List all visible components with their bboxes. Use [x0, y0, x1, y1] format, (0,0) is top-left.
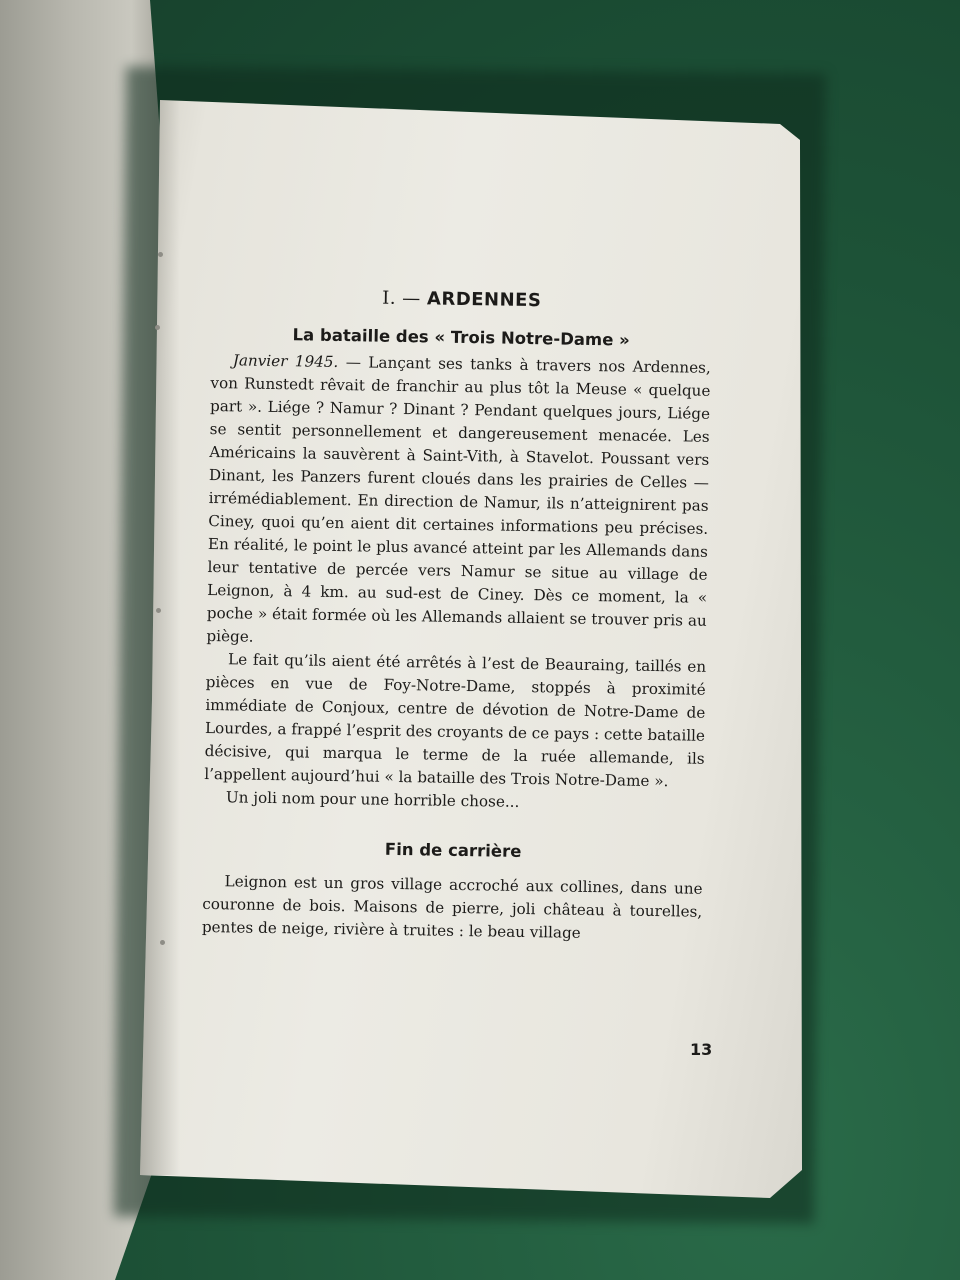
binding-hole [160, 940, 165, 945]
page-number: 13 [690, 1040, 713, 1059]
chapter-name: ARDENNES [426, 288, 542, 312]
paragraph-date: Janvier 1945. [232, 351, 339, 371]
paragraph: Le fait qu’ils aient été arrêtés à l’est de Beauraing, taillés en pièces en vue de Foy-Notre-Dame, stoppés à proximité immédiate de Conjoux, centre de dévotion de Notre-Dame de Lourdes, a frappé l’esprit des croyants de ce pays : cette bataille décisive, qui marqua le terme de la ruée allemande, ils l’appellent aujourd’hui « la bataille des Trois Notre-Dame ». [204, 650, 707, 791]
paragraph-text: — Lançant ses tanks à travers nos Ardennes, von Runstedt rêvait de franchir au plus tôt la Meuse « quelque part ». Liége ? Namur ? Dinant ? Pendant quelques jours, Liége se sentit personnellement et dangereusement menacée. Les Américains la sauvèrent à Saint-Vith, à Stavelot. Poussant vers Dinant, les Panzers furent cloués dans les prairies de Celles — irrémédiablement. En direction de Namur, ils n’atteignirent pas Ciney, quoi qu’en aient dit certaines informations peu précises. En réalité, le point le plus avancé atteint par les Allemands dans leur tentative de percée vers Namur se situe au village de Leignon, à 4 km. au sud-est de Ciney. Dès ce moment, la « poche » était formée où les Allemands allaient se trouver pris au piège. [206, 352, 711, 646]
paragraph: Un joli nom pour une horrible chose... [225, 788, 520, 811]
section-heading: Fin de carrière [384, 839, 522, 861]
binding-hole [155, 325, 160, 330]
binding-hole [158, 252, 163, 257]
binding-hole [156, 608, 161, 613]
section-heading: La bataille des « Trois Notre-Dame » [292, 325, 630, 350]
page-text [202, 285, 712, 947]
chapter-number: I. — [382, 287, 421, 310]
paragraph [206, 349, 711, 656]
paragraph: Leignon est un gros village accroché aux collines, dans une couronne de bois. Maisons de pierre, joli château à tourelles, pentes de neige, rivière à truites : le beau village [201, 872, 703, 942]
